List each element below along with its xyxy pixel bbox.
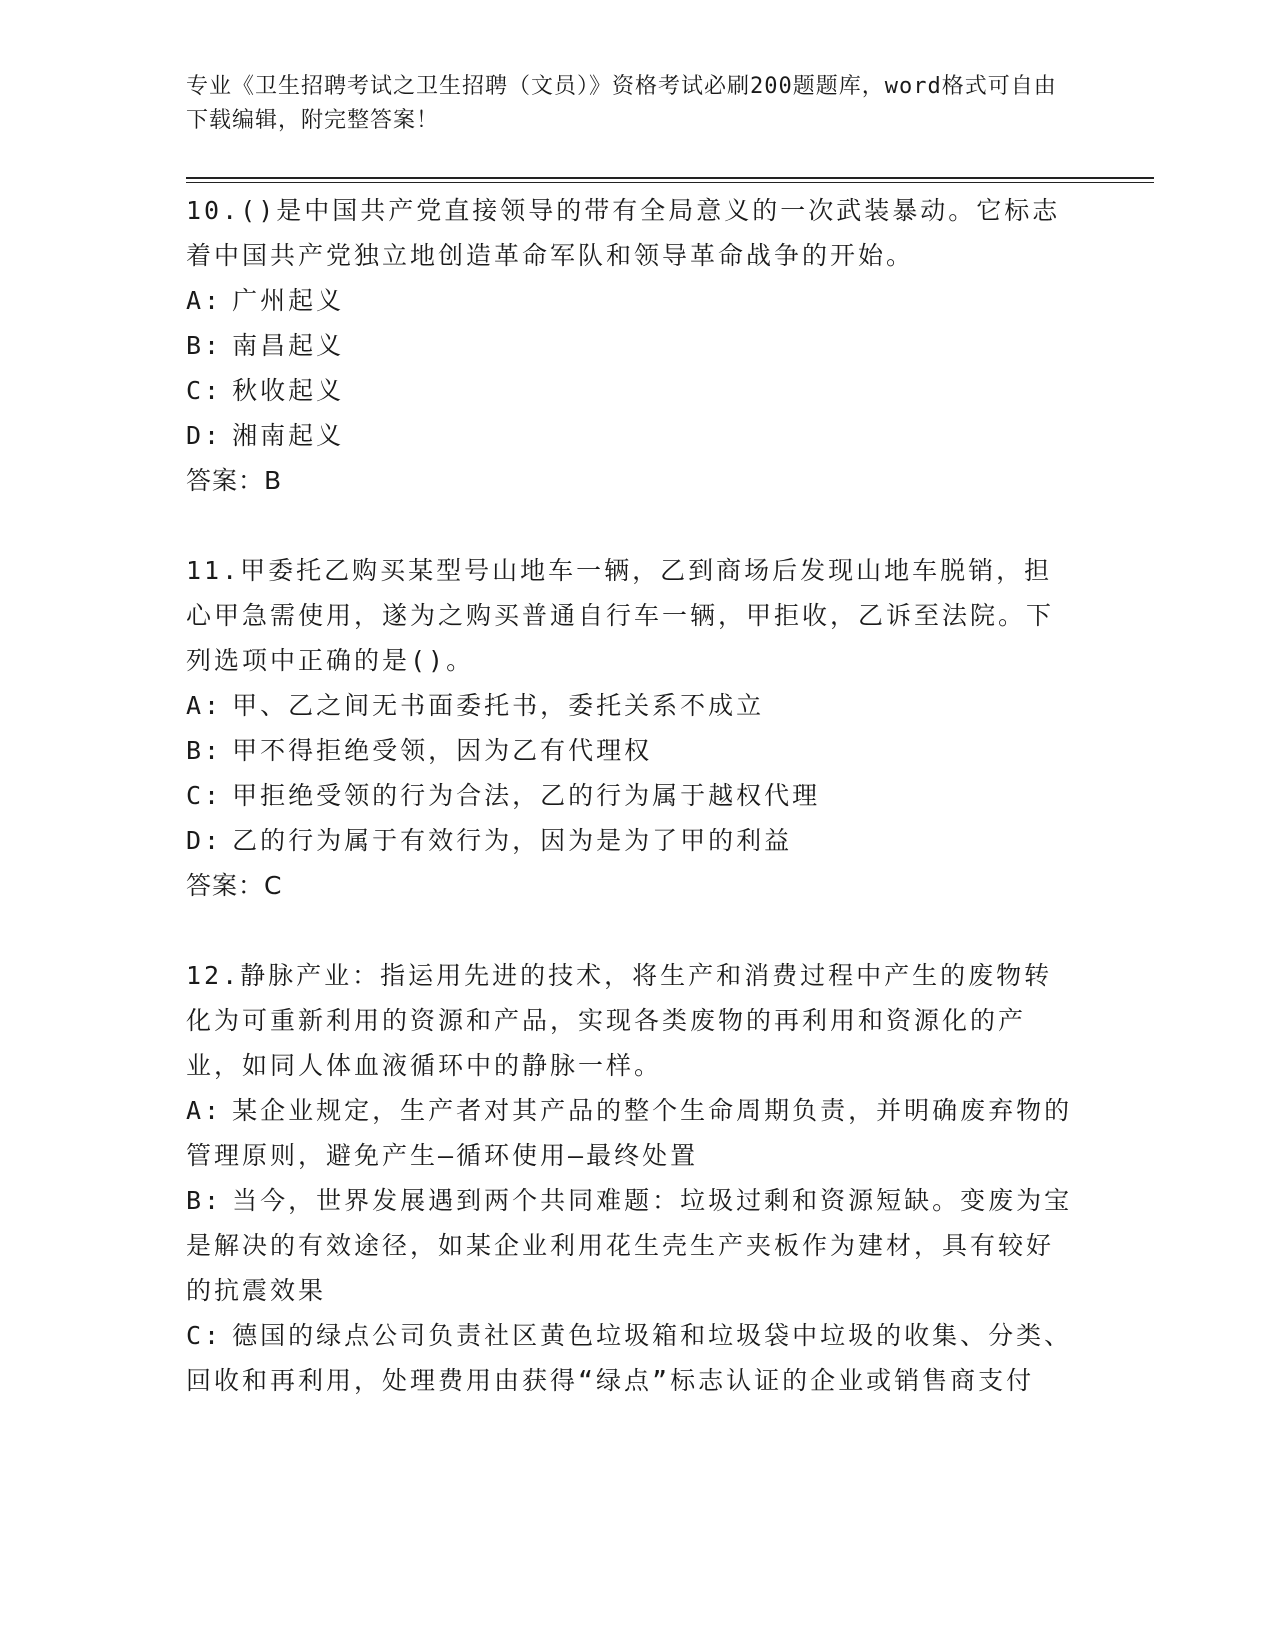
option-d <box>186 818 1076 863</box>
option-d <box>186 413 1076 458</box>
option-b <box>186 323 1076 368</box>
question-10 <box>186 188 1076 503</box>
option-letter: A: <box>186 286 223 315</box>
question-11 <box>186 548 1076 908</box>
question-stem: 10.()是中国共产党直接领导的带有全局意义的一次武装暴动。它标志着中国共产党独立地创造革命军队和领导革命战争的开始。 <box>186 196 1061 270</box>
option-letter: C: <box>186 1321 223 1350</box>
answer-line: 答案：B <box>186 466 283 495</box>
question-stem: 12.静脉产业：指运用先进的技术，将生产和消费过程中产生的废物转化为可重新利用的资源和产品，实现各类废物的再利用和资源化的产业，如同人体血液循环中的静脉一样。 <box>186 961 1053 1080</box>
option-a <box>186 683 1076 728</box>
option-text: 某企业规定，生产者对其产品的整个生命周期负责，并明确废弃物的管理原则，避免产生—循环使用—最终处置 <box>186 1096 1073 1170</box>
option-letter: D: <box>186 826 223 855</box>
option-letter: D: <box>186 421 223 450</box>
option-letter: A: <box>186 691 223 720</box>
option-letter: C: <box>186 781 223 810</box>
question-12 <box>186 953 1076 1403</box>
answer-line: 答案：C <box>186 871 283 900</box>
option-text: 当今，世界发展遇到两个共同难题：垃圾过剩和资源短缺。变废为宝是解决的有效途径，如某企业利用花生壳生产夹板作为建材，具有较好的抗震效果 <box>186 1186 1073 1305</box>
header-text: 专业《卫生招聘考试之卫生招聘（文员）》资格考试必刷200题题库，word格式可自由下载编辑，附完整答案！ <box>186 74 1057 133</box>
header-divider <box>186 177 1154 183</box>
option-b <box>186 1178 1076 1313</box>
question-spacer <box>186 503 1076 548</box>
option-text: 甲拒绝受领的行为合法，乙的行为属于越权代理 <box>232 781 821 810</box>
option-c <box>186 773 1076 818</box>
document-header <box>186 70 1066 138</box>
option-letter: B: <box>186 1186 223 1215</box>
option-a <box>186 278 1076 323</box>
option-letter: B: <box>186 736 223 765</box>
option-text: 秋收起义 <box>232 376 345 405</box>
option-letter: A: <box>186 1096 223 1125</box>
option-text: 广州起义 <box>232 286 345 315</box>
option-text: 乙的行为属于有效行为，因为是为了甲的利益 <box>232 826 793 855</box>
question-list <box>186 188 1076 1403</box>
question-stem: 11.甲委托乙购买某型号山地车一辆，乙到商场后发现山地车脱销，担心甲急需使用，遂为之购买普通自行车一辆，甲拒收，乙诉至法院。下列选项中正确的是()。 <box>186 556 1055 675</box>
option-text: 南昌起义 <box>232 331 345 360</box>
option-c <box>186 1313 1076 1403</box>
question-spacer <box>186 908 1076 953</box>
option-c <box>186 368 1076 413</box>
option-text: 甲、乙之间无书面委托书，委托关系不成立 <box>232 691 765 720</box>
option-text: 甲不得拒绝受领，因为乙有代理权 <box>232 736 653 765</box>
option-text: 德国的绿点公司负责社区黄色垃圾箱和垃圾袋中垃圾的收集、分类、回收和再利用，处理费用由获得“绿点”标志认证的企业或销售商支付 <box>186 1321 1073 1395</box>
option-text: 湘南起义 <box>232 421 345 450</box>
option-b <box>186 728 1076 773</box>
option-letter: B: <box>186 331 223 360</box>
option-letter: C: <box>186 376 223 405</box>
option-a <box>186 1088 1076 1178</box>
